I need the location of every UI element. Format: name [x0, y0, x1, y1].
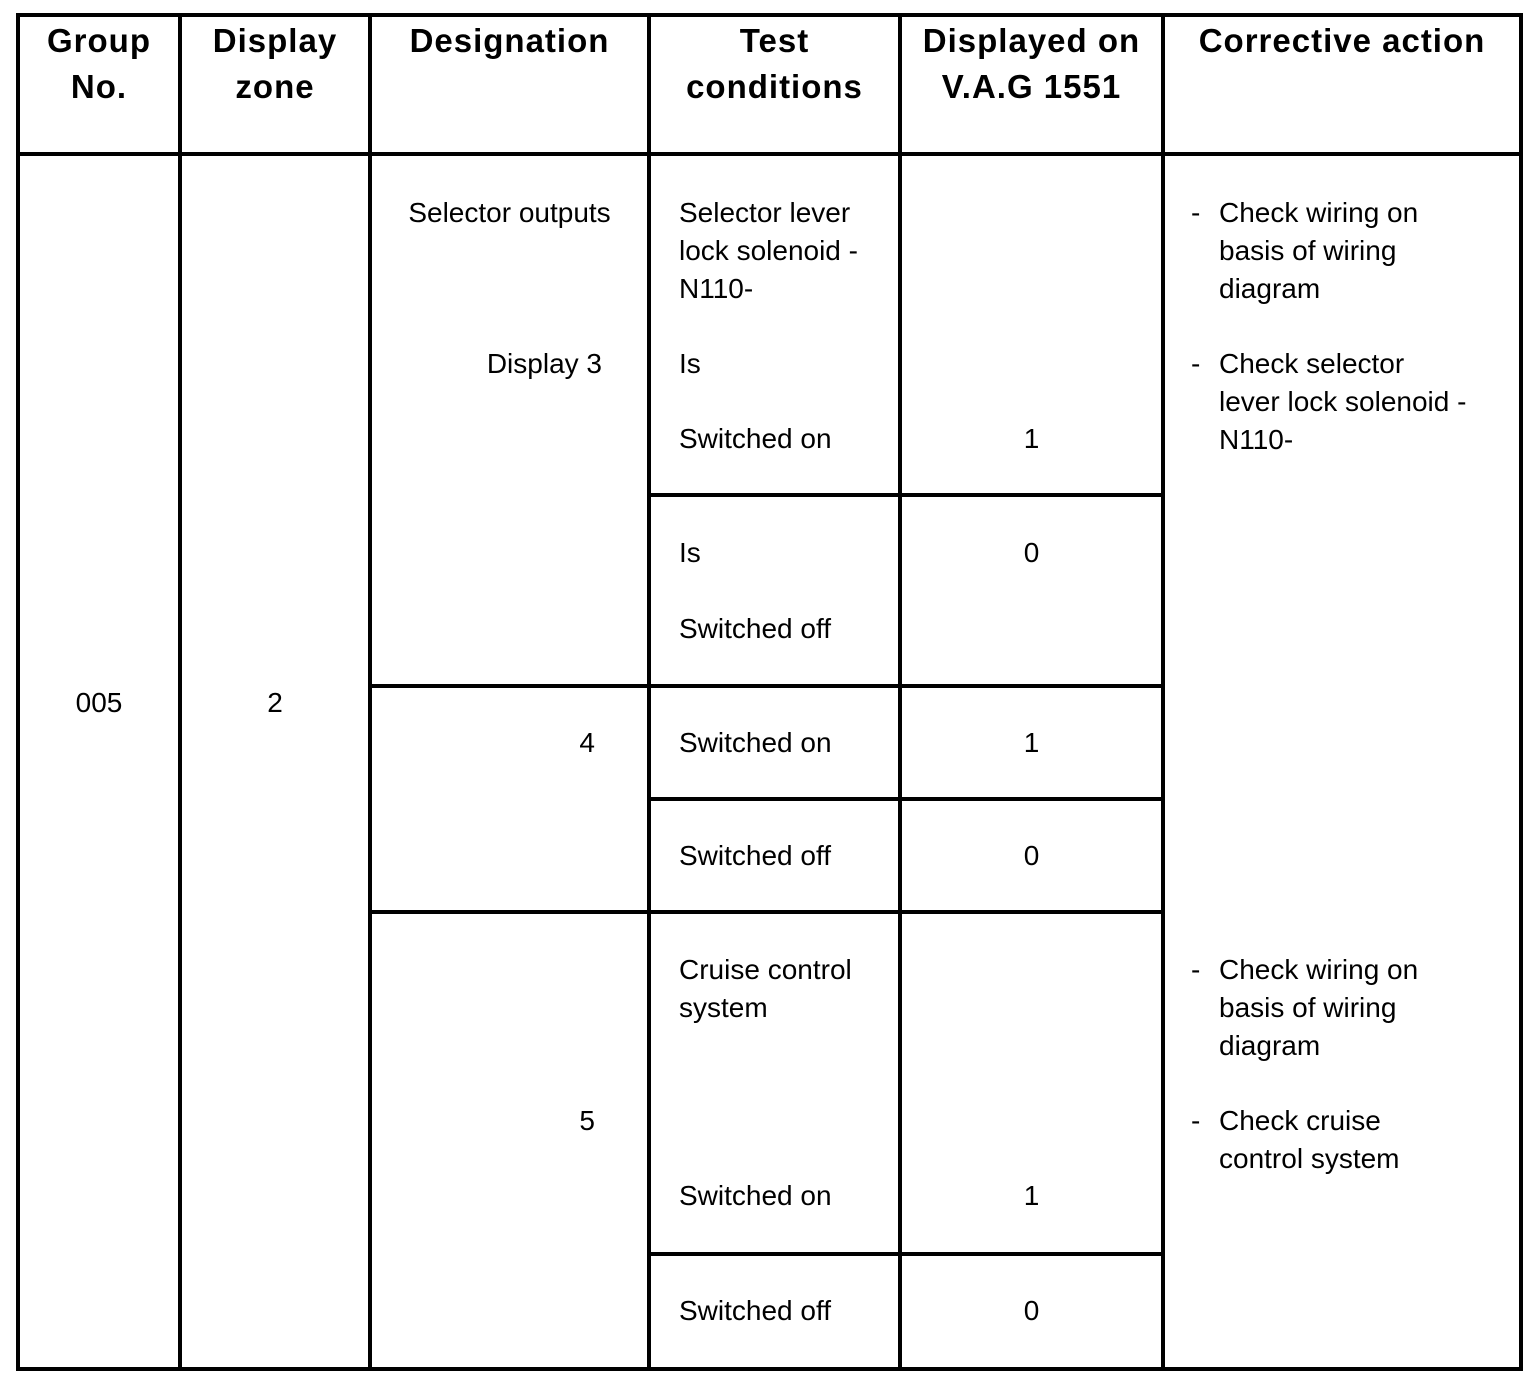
header-displayed-on: Displayed on V.A.G 1551 [922, 22, 1141, 105]
table-border-bottom [16, 1367, 1523, 1371]
row-divider-2 [368, 684, 1165, 688]
condition-switched-on-1: Switched on [679, 423, 832, 454]
row-divider-5 [647, 1252, 1165, 1256]
col-divider-5 [1161, 13, 1165, 1371]
corrective-check-wiring-1: - Check wiring on basis of wiring diagram [1191, 194, 1519, 308]
header-corrective-action: Corrective action [1198, 22, 1486, 59]
header-designation: Designation [409, 22, 610, 59]
header-test-conditions: Test conditions [686, 22, 863, 105]
display-value-2: 0 [1023, 537, 1040, 568]
condition-cruise-control: Cruise control system [679, 954, 852, 1023]
corrective-check-wiring-2: - Check wiring on basis of wiring diagram [1191, 951, 1519, 1065]
display-value-6: 0 [1023, 1295, 1040, 1326]
designation-display-4: 4 [579, 727, 595, 758]
condition-switched-off-2: Switched off [679, 613, 832, 644]
display-value-4: 0 [1023, 840, 1040, 871]
designation-display-5: 5 [579, 1105, 595, 1136]
condition-is-1: Is [679, 348, 701, 379]
header-group-no: Group No. [47, 22, 151, 105]
display-value-3: 1 [1023, 727, 1040, 758]
designation-display-3: Display 3 [486, 348, 602, 379]
col-divider-3 [647, 13, 651, 1371]
corrective-check-selector-lever-lock: - Check selector lever lock solenoid - N110- [1191, 345, 1519, 459]
condition-switched-off-6: Switched off [679, 1295, 832, 1326]
table-border-top [16, 13, 1523, 17]
row-divider-4 [368, 910, 1165, 914]
corrective-check-cruise-control: - Check cruise control system [1191, 1102, 1519, 1178]
condition-is-2: Is [679, 537, 701, 568]
col-divider-4 [898, 13, 902, 1371]
header-display-zone: Display zone [212, 22, 338, 105]
header-divider [16, 152, 1523, 156]
row-divider-3 [647, 797, 1165, 801]
condition-switched-on-3: Switched on [679, 727, 832, 758]
condition-selector-lever-lock: Selector lever lock solenoid - N110- [679, 197, 858, 304]
condition-switched-on-5: Switched on [679, 1180, 832, 1211]
designation-title: Selector outputs [408, 197, 611, 228]
row-divider-1 [647, 493, 1165, 497]
table-border-right [1519, 13, 1523, 1371]
group-number: 005 [75, 687, 123, 718]
display-value-5: 1 [1023, 1180, 1040, 1211]
display-zone-value: 2 [267, 687, 283, 718]
condition-switched-off-4: Switched off [679, 840, 832, 871]
display-value-1: 1 [1023, 423, 1040, 454]
